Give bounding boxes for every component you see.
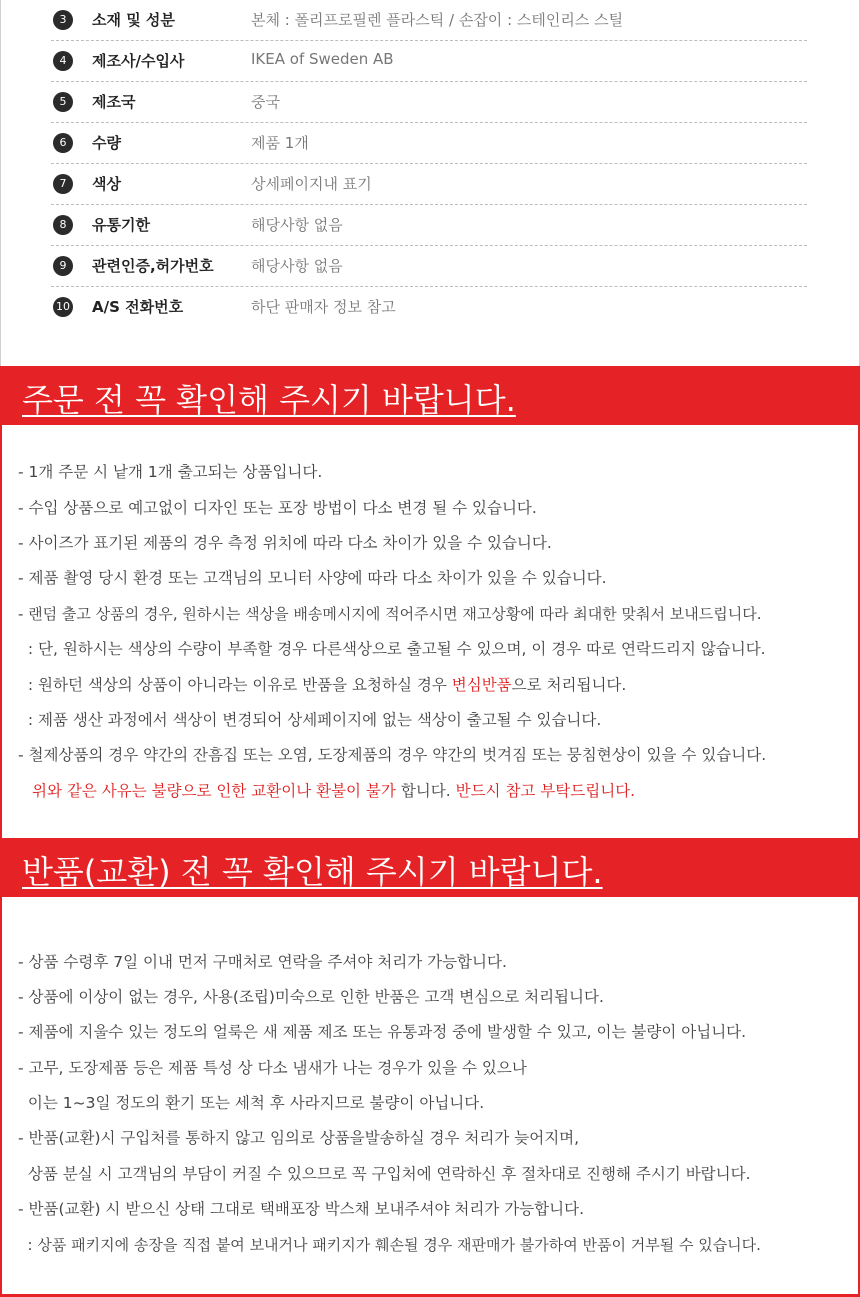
highlight-text: 반드시 참고 부탁드립니다.: [455, 782, 636, 800]
spec-value: 제품 1개: [251, 134, 309, 152]
spec-row-manufacturer: [51, 41, 807, 82]
notice-line-change-of-mind: [18, 675, 626, 695]
notice-line: - 1개 주문 시 낱개 1개 출고되는 상품입니다.: [18, 463, 323, 481]
order-notice-section: [0, 366, 860, 838]
spec-value: 하단 판매자 정보 참고: [251, 298, 396, 316]
return-notice-banner: [0, 838, 860, 897]
spec-row-certification: [51, 246, 807, 287]
spec-value: IKEA of Sweden AB: [251, 50, 394, 68]
spec-row-quantity: [51, 123, 807, 164]
spec-label: 제조사/수입사: [92, 52, 185, 70]
notice-line-warning: [32, 781, 635, 801]
notice-line: - 철제상품의 경우 약간의 잔흠집 또는 오염, 도장제품의 경우 약간의 벗겨짐 또는 뭉침현상이 있을 수 있습니다.: [18, 746, 767, 764]
row-number-badge: 4: [53, 51, 73, 71]
notice-line: - 상품에 이상이 없는 경우, 사용(조립)미숙으로 인한 반품은 고객 변심으로 처리됩니다.: [18, 988, 604, 1006]
spec-label: 유통기한: [92, 216, 150, 234]
spec-row-expiry: [51, 205, 807, 246]
spec-label: A/S 전화번호: [92, 298, 184, 316]
return-notice-section: [0, 838, 860, 1297]
order-notice-banner: [0, 366, 860, 425]
row-number-badge: 9: [53, 256, 73, 276]
notice-line: : 단, 원하시는 색상의 수량이 부족할 경우 다른색상으로 출고될 수 있으며, 이 경우 따로 연락드리지 않습니다.: [18, 640, 766, 658]
row-number-badge: 3: [53, 10, 73, 30]
notice-text: 합니다.: [395, 782, 456, 800]
spec-label: 제조국: [92, 93, 136, 111]
spec-value: 해당사항 없음: [251, 257, 343, 275]
spec-row-material: [51, 0, 807, 41]
spec-row-color: [51, 164, 807, 205]
order-notice-body: [0, 425, 860, 838]
notice-line: - 제품에 지울수 있는 정도의 얼룩은 새 제품 제조 또는 유통과정 중에 발생할 수 있고, 이는 불량이 아닙니다.: [18, 1023, 747, 1041]
notice-line: : 상품 패키지에 송장을 직접 붙여 보내거나 패키지가 훼손될 경우 재판매가 불가하여 반품이 거부될 수 있습니다.: [18, 1236, 761, 1254]
notice-text: 으로 처리됩니다.: [511, 676, 627, 694]
notice-line: - 상품 수령후 7일 이내 먼저 구매처로 연락을 주셔야 처리가 가능합니다.: [18, 953, 507, 971]
notice-text: : 원하던 색상의 상품이 아니라는 이유로 반품을 요청하실 경우: [18, 676, 452, 694]
row-number-badge: 7: [53, 174, 73, 194]
notice-line: - 랜덤 출고 상품의 경우, 원하시는 색상을 배송메시지에 적어주시면 재고상황에 따라 최대한 맞춰서 보내드립니다.: [18, 605, 762, 623]
notice-line: : 제품 생산 과정에서 색상이 변경되어 상세페이지에 없는 색상이 출고될 수 있습니다.: [18, 711, 602, 729]
notice-line: 상품 분실 시 고객님의 부담이 커질 수 있으므로 꼭 구입처에 연락하신 후 절차대로 진행해 주시기 바랍니다.: [18, 1165, 751, 1183]
row-number-badge: 10: [53, 297, 73, 317]
highlight-text: 위와 같은 사유는 불량으로 인한 교환이나 환불이 불가: [32, 782, 396, 800]
spec-label: 소재 및 성분: [92, 11, 175, 29]
spec-label: 수량: [92, 134, 121, 152]
notice-line: 이는 1~3일 정도의 환기 또는 세척 후 사라지므로 불량이 아닙니다.: [18, 1094, 485, 1112]
product-spec-table: [0, 0, 860, 366]
notice-line: - 사이즈가 표기된 제품의 경우 측정 위치에 따라 다소 차이가 있을 수 있습니다.: [18, 534, 552, 552]
notice-line: - 제품 촬영 당시 환경 또는 고객님의 모니터 사양에 따라 다소 차이가 있을 수 있습니다.: [18, 569, 607, 587]
spec-label: 색상: [92, 175, 121, 193]
notice-line: - 반품(교환)시 구입처를 통하지 않고 임의로 상품을발송하실 경우 처리가 늦어지며,: [18, 1129, 580, 1147]
spec-row-as-phone: [51, 287, 807, 328]
notice-line: - 고무, 도장제품 등은 제품 특성 상 다소 냄새가 나는 경우가 있을 수 있으나: [18, 1059, 527, 1077]
spec-label: 관련인증,허가번호: [92, 257, 214, 275]
spec-value: 상세페이지내 표기: [251, 175, 372, 193]
order-notice-title: 주문 전 꼭 확인해 주시기 바랍니다.: [22, 381, 516, 419]
notice-line: - 수입 상품으로 예고없이 디자인 또는 포장 방법이 다소 변경 될 수 있습니다.: [18, 499, 537, 517]
row-number-badge: 5: [53, 92, 73, 112]
spec-value: 본체 : 폴리프로필렌 플라스틱 / 손잡이 : 스테인리스 스틸: [251, 11, 624, 29]
row-number-badge: 6: [53, 133, 73, 153]
return-notice-body: [0, 897, 860, 1297]
row-number-badge: 8: [53, 215, 73, 235]
spec-value: 해당사항 없음: [251, 216, 343, 234]
notice-line: - 반품(교환) 시 받으신 상태 그대로 택배포장 박스채 보내주셔야 처리가 가능합니다.: [18, 1200, 584, 1218]
spec-value: 중국: [251, 93, 280, 111]
highlight-text: 변심반품: [451, 676, 512, 694]
spec-row-country: [51, 82, 807, 123]
return-notice-title: 반품(교환) 전 꼭 확인해 주시기 바랍니다.: [22, 853, 603, 891]
